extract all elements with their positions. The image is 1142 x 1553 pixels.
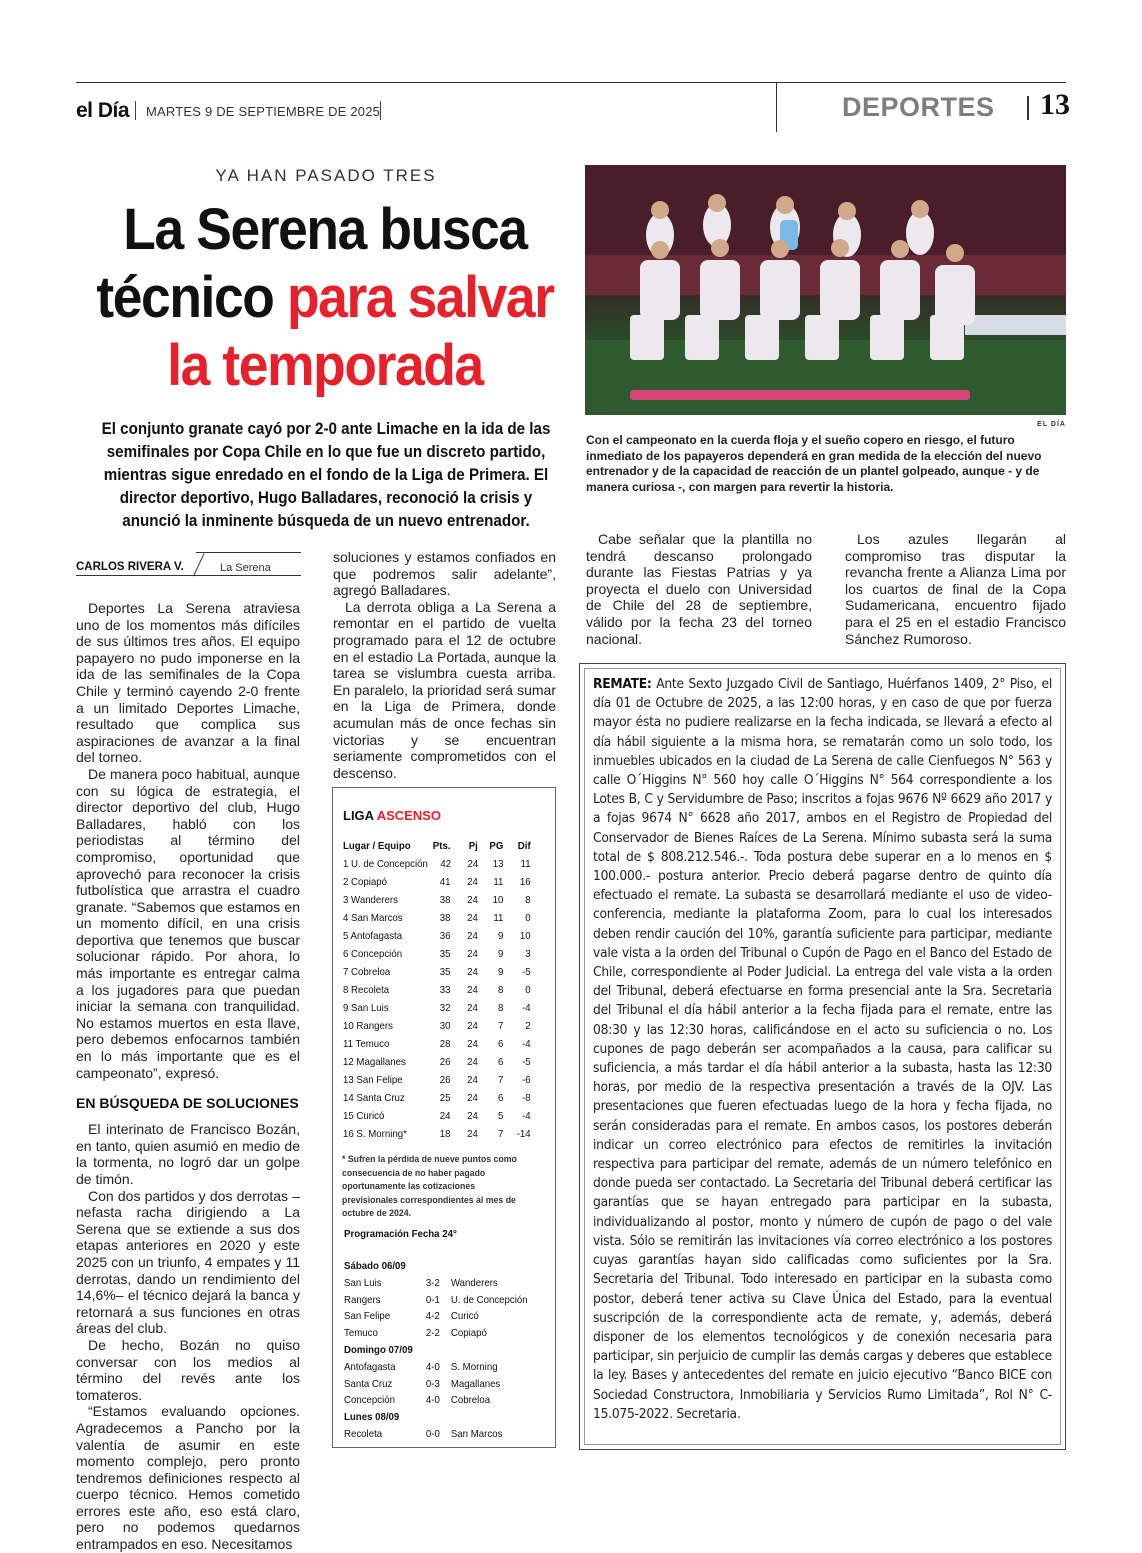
issue-date: MARTES 9 DE SEPTIEMBRE DE 2025 — [146, 104, 381, 119]
article-deck: El conjunto granate cayó por 2-0 ante Limache en la ida de las semifinales por Copa Chile en lo que fue un discreto partido, mientras sigue enredado en el fondo de la Liga de Primera. El director deportivo, Hugo Balladares, reconoció la crisis y anunció la inminente búsqueda de un nuevo entrenador. — [101, 420, 551, 530]
team-name: 15 Curicó — [343, 1110, 385, 1122]
points: 25 — [439, 1092, 451, 1104]
standings-header-row — [343, 837, 531, 855]
standings-row — [343, 945, 531, 963]
fixture-row — [344, 1275, 533, 1292]
fixture-row — [344, 1359, 533, 1376]
article-paragraph: Deportes La Serena atraviesa uno de los momentos más difíciles de sus últimos tres años. El equipo papayero no pudo imponerse en la ida de las semifinales de la Copa Chile y terminó cayendo 2-0 frente a un limitado Deportes Limache, resultado que complica sus aspiraciones de avanzar a la final del torneo. — [76, 600, 300, 766]
goal-difference: 0 — [525, 912, 531, 924]
page-number: 13 — [1040, 88, 1070, 121]
goal-difference: -4 — [522, 1002, 531, 1014]
team-name: 1 U. de Concepción — [343, 858, 428, 870]
header-divider — [776, 82, 777, 132]
played: 24 — [467, 894, 478, 906]
points: 38 — [439, 912, 451, 924]
won: 8 — [497, 984, 504, 996]
fixture-day: Sábado 06/09 — [344, 1260, 406, 1272]
byline-rule — [196, 552, 301, 553]
legal-notice-label: REMATE: — [593, 676, 652, 692]
points: 35 — [439, 966, 451, 978]
team-name: 8 Recoleta — [343, 984, 390, 996]
legal-notice-body: Ante Sexto Juzgado Civil de Santiago, Huérfanos 1409, 2° Piso, el día 01 de Octubre de 2025, a las 12:00 horas, y en caso de que por fuerza mayor ésta no pudiere realizarse en la fecha indicada, se llevará a efecto al día hábil siguiente a la misma hora, se rematarán como un solo todo, los inmuebles ubicados en la ciudad de La Serena de calle Cienfuegos N° 563 y calle O´Higgins N° 560 hoy calle O´Higgins N° 564 correspondiente a los Lotes B, C y Servidumbre de Paso; inscritos a fojas 9676 Nº 6629 año 2017 y a fojas 9674 N° 6628 año 2017, ambos en el Registro de Propiedad del Conservador de Bienes Raíces de La Serena. Mínimo subasta será la suma total de $ 808.212.546.-. Toda postura debe superar en a lo menos en $ 100.000.- postura anterior. Precio deberá pagarse dentro de quinto día efectuado el remate. La subasta se desarrollará mediante el uso de video-conferencia, mediante la plataforma Zoom, para lo cual los interesados deben rendir caución del 10%, garantía suficiente para participar, mediante vale vista a la orden del Tribunal o Cupón de Pago en el Banco del Estado de Chile, correspondiente al Poder Judicial. La entrega del vale vista a la orden del Tribunal, deberá efectuarse en forma presencial ante la Sra. Secretaria del Tribunal el día hábil anterior a la fecha fijada para el remate, entre las 08:30 y las 12:30 horas, calificándose en el acto su suficiencia o no. Los cupones de pago deberán ser acompañados a la causa, para calificar su suficiencia, a más tardar el día hábil anterior a la subasta, hasta las 12:30 horas, por medio de la respectiva presentación a través de la OJV. Las presentaciones que fueren efectuadas luego de la hora y fecha fijada, no serán consideradas para el remate. En ambos casos, los postores deberán indicar un correo electrónico para efectos de remitirles la invitación respectiva para participar del remate, además de un número telefónico en donde pueda ser contactado. La Secretaria del Tribunal deberá certificar las garantías que se hayan entregado para participar en la subasta, individualizando al postor, monto y número de cupón de pago o del vale vista. Sólo se remitirán las invitaciones vía correo electrónico a los postores cuyas garantías hayan sido calificadas como suficientes por la Sra. Secretaria del Tribunal. Todo interesado en participar en la subasta como postor, deberá tener activa su Clave Única del Estado, para la eventual suscripción de la correspondiente acta de remate, y, además, deberá disponer de los elementos tecnológicos y de conexión necesaria para participar, sin perjuicio de cumplir las demás cargas y deberes que establece la ley. Bases y antecedentes del remate en juicio ejecutivo “Banco BICE con Sociedad Constructora, Inmobiliaria y Servicios Rumo Limitada”, Rol N° C-15.075-2022. Secretaria. — [593, 676, 1052, 1422]
standings-title — [343, 808, 441, 823]
team-name: 6 Concepción — [343, 948, 403, 960]
won: 13 — [492, 858, 504, 870]
article-paragraph: El interinato de Francisco Bozán, en tanto, quien asumió en medio de la tormenta, no logró dar un golpe de timón. — [76, 1121, 300, 1187]
goal-difference: 10 — [519, 930, 531, 942]
team-name: 7 Cobreloa — [343, 966, 391, 978]
points: 24 — [439, 1110, 451, 1122]
played: 24 — [467, 948, 478, 960]
won: 6 — [497, 1056, 504, 1068]
team-name: 14 Santa Cruz — [343, 1092, 405, 1104]
won: 8 — [497, 1002, 504, 1014]
fixtures-list — [344, 1258, 533, 1443]
won: 10 — [492, 894, 504, 906]
goal-difference: 8 — [525, 894, 531, 906]
goal-difference: -5 — [522, 1056, 531, 1068]
home-team: San Felipe — [344, 1310, 391, 1323]
won: 9 — [497, 966, 504, 978]
standings-row — [343, 981, 531, 999]
byline-author: CARLOS RIVERA V. — [76, 561, 184, 573]
points: 28 — [439, 1038, 451, 1050]
played: 24 — [467, 1002, 478, 1014]
fixture-row — [344, 1325, 533, 1342]
won: 9 — [497, 930, 504, 942]
played: 24 — [467, 876, 478, 888]
standings-row — [343, 1107, 531, 1125]
standings-row — [343, 927, 531, 945]
team-name: 16 S. Morning* — [343, 1128, 407, 1140]
standings-row — [343, 1089, 531, 1107]
played: 24 — [467, 858, 479, 870]
played: 24 — [467, 1074, 478, 1086]
away-team: Wanderers — [450, 1276, 498, 1289]
score: 0-1 — [425, 1293, 440, 1306]
goal-difference: -14 — [516, 1128, 531, 1140]
team-name: 12 Magallanes — [343, 1056, 406, 1068]
byline-location: La Serena — [220, 562, 271, 574]
score: 0-3 — [425, 1377, 440, 1390]
standings-row — [343, 891, 531, 909]
standings-title-league: LIGA — [343, 808, 374, 823]
points: 26 — [439, 1074, 451, 1086]
score: 3-2 — [425, 1276, 440, 1289]
home-team: Recoleta — [344, 1427, 383, 1440]
standings-row — [343, 873, 531, 891]
won: 7 — [497, 1020, 504, 1032]
fixture-row — [344, 1392, 533, 1409]
home-team: San Luis — [344, 1276, 382, 1289]
byline-rule — [193, 553, 204, 576]
team-photo-illustration — [585, 165, 1066, 415]
score: 2-2 — [425, 1327, 440, 1340]
away-team: San Marcos — [450, 1427, 503, 1440]
points: 35 — [439, 948, 451, 960]
goal-difference: 11 — [520, 858, 531, 870]
goal-difference: 0 — [525, 984, 531, 996]
photo-credit: EL DÍA — [1037, 421, 1066, 428]
played: 24 — [467, 1038, 478, 1050]
article-kicker: YA HAN PASADO TRES — [215, 166, 437, 185]
played: 24 — [467, 1020, 478, 1032]
home-team: Rangers — [344, 1293, 381, 1306]
column-header: PG — [489, 840, 504, 852]
article-subhead: EN BÚSQUEDA DE SOLUCIONES — [76, 1095, 299, 1112]
fixture-day: Lunes 08/09 — [344, 1411, 400, 1424]
away-team: S. Morning — [450, 1360, 498, 1373]
article-column-1 — [76, 600, 300, 1553]
won: 7 — [497, 1074, 504, 1086]
legal-notice-text — [593, 675, 1052, 1424]
away-team: Cobreloa — [450, 1394, 491, 1407]
article-paragraph: “Estamos evaluando opciones. Agradecemos a Pancho por la valentía de asumir en este momento complejo, pero pronto tendremos definiciones respecto al cuerpo técnico. Hemos cometido errores este año, eso está claro, pero no podemos quedarnos entrampados en eso. Necesitamos — [76, 1403, 300, 1553]
points: 30 — [439, 1020, 451, 1032]
points: 36 — [439, 930, 451, 942]
column-header: Pts. — [432, 840, 451, 852]
fixtures-title: Programación Fecha 24° — [344, 1228, 457, 1240]
goal-difference: 3 — [525, 948, 531, 960]
article-paragraph: La derrota obliga a La Serena a remontar en el partido de vuelta programado para el 12 de octubre en el estadio La Portada, aunque la tarea se vislumbra cuesta arriba. En paralelo, la prioridad será sumar en la Liga de Primera, donde acumulan más de once fechas sin victorias y se encuentran seriamente comprometidos con el descenso. — [333, 598, 556, 781]
away-team: Copiapó — [450, 1327, 487, 1340]
away-team: Curicó — [450, 1310, 479, 1323]
played: 24 — [467, 984, 478, 996]
won: 7 — [497, 1128, 504, 1140]
goal-difference: 16 — [519, 876, 531, 888]
article-headline — [81, 196, 569, 400]
won: 5 — [497, 1110, 504, 1122]
byline-rule — [76, 575, 301, 576]
won: 6 — [497, 1092, 504, 1104]
standings-table — [343, 837, 531, 1143]
played: 24 — [467, 930, 478, 942]
standings-row — [343, 963, 531, 981]
home-team: Antofagasta — [344, 1360, 396, 1373]
points: 18 — [439, 1128, 451, 1140]
score: 4-0 — [425, 1394, 440, 1407]
points: 32 — [439, 1002, 451, 1014]
played: 24 — [467, 1056, 478, 1068]
standings-row — [343, 909, 531, 927]
column-header: Lugar / Equipo — [343, 840, 411, 852]
header-separator — [380, 101, 381, 120]
away-team: U. de Concepción — [450, 1293, 528, 1306]
goal-difference: -4 — [522, 1038, 531, 1050]
standings-title-division: ASCENSO — [376, 808, 442, 823]
won: 9 — [497, 948, 504, 960]
section-title: DEPORTES — [842, 92, 995, 122]
photo-caption: Con el campeonato en la cuerda floja y el sueño copero en riesgo, el futuro inmediato de los papayeros dependerá en gran medida de la elección del nuevo entrenador y de la capacidad de reacción de un plantel golpeado, aunque - y de manera curiosa -, con margen para revertir la historia. — [586, 433, 1042, 494]
played: 24 — [467, 912, 478, 924]
played: 24 — [467, 1110, 478, 1122]
home-team: Temuco — [344, 1327, 378, 1340]
goal-difference: -5 — [522, 966, 531, 978]
score: 0-0 — [425, 1427, 440, 1440]
played: 24 — [467, 1128, 478, 1140]
article-paragraph: De hecho, Bozán no quiso conversar con los medios al término del revés ante los tomateros. — [76, 1336, 300, 1403]
team-name: 9 San Luis — [343, 1002, 389, 1014]
team-name: 11 Temuco — [343, 1038, 390, 1050]
won: 11 — [493, 912, 504, 924]
fixture-row — [344, 1292, 533, 1309]
fixture-day: Domingo 07/09 — [344, 1343, 413, 1356]
article-column-2 — [333, 549, 556, 781]
goal-difference: 2 — [525, 1020, 531, 1032]
home-team: Santa Cruz — [344, 1377, 393, 1390]
points: 38 — [439, 894, 451, 906]
column-header: Pj — [468, 840, 478, 852]
points: 41 — [439, 876, 451, 888]
headline-red: para salvar la temporada — [167, 265, 554, 398]
standings-row — [343, 1017, 531, 1035]
article-paragraph: Los azules llegarán al compromiso tras disputar la revancha frente a Alianza Lima por los cuartos de final de la Copa Sudamericana, encuentro fijado para el 25 en el estadio Francisco Sánchez Rumoroso. — [845, 531, 1066, 647]
fixture-row — [344, 1426, 533, 1443]
article-paragraph: soluciones y estamos confiados en que podremos salir adelante”, agregó Balladares. — [333, 549, 556, 599]
points: 42 — [440, 858, 452, 870]
team-name: 2 Copiapó — [343, 876, 388, 888]
points: 33 — [439, 984, 451, 996]
standings-row — [343, 1125, 531, 1143]
fixture-row — [344, 1308, 533, 1325]
newspaper-logo: el Día — [76, 99, 130, 122]
standings-row — [343, 1053, 531, 1071]
played: 24 — [467, 966, 478, 978]
standings-row — [343, 1071, 531, 1089]
home-team: Concepción — [344, 1394, 396, 1407]
score: 4-2 — [425, 1310, 440, 1323]
goal-difference: -6 — [522, 1074, 531, 1086]
team-photo — [585, 165, 1066, 415]
article-column-4 — [845, 531, 1066, 647]
standings-footnote: * Sufren la pérdida de nueve puntos como consecuencia de no haber pagado oportunamente las cotizaciones previsionales correspondientes al mes de octubre de 2024. — [342, 1154, 517, 1219]
team-name: 10 Rangers — [343, 1020, 393, 1032]
score: 4-0 — [425, 1360, 440, 1373]
points: 26 — [439, 1056, 451, 1068]
header-rule — [76, 82, 1066, 83]
article-column-3 — [586, 531, 812, 647]
standings-row — [343, 999, 531, 1017]
article-paragraph: Cabe señalar que la plantilla no tendrá descanso prolongado durante las Fiestas Patrias y ya proyecta el duelo con Universidad de Chile del 28 de septiembre, válido por la fecha 23 del torneo nacional. — [586, 531, 812, 647]
column-header: Dif — [517, 840, 531, 852]
article-paragraph: Con dos partidos y dos derrotas –nefasta racha dirigiendo a La Serena que se extiende a sus dos etapas anteriores en 2020 y este 2025 con un triunfo, 4 empates y 11 derrotas, dando un rendimiento del 14,6%– el técnico dejará la banca y retornará a sus funciones en otras áreas del club. — [76, 1187, 300, 1337]
team-name: 3 Wanderers — [343, 894, 398, 906]
standings-row — [343, 1035, 531, 1053]
header-separator — [135, 101, 136, 120]
away-team: Magallanes — [450, 1377, 501, 1390]
team-name: 4 San Marcos — [343, 912, 403, 924]
team-name: 5 Antofagasta — [343, 930, 403, 942]
standings-row — [343, 855, 531, 873]
fixture-row — [344, 1376, 533, 1393]
won: 11 — [493, 876, 504, 888]
goal-difference: -8 — [522, 1092, 531, 1104]
played: 24 — [467, 1092, 478, 1104]
headline-black: La Serena busca técnico — [96, 197, 527, 330]
team-name: 13 San Felipe — [343, 1074, 403, 1086]
article-paragraph: De manera poco habitual, aunque con su lógica de estrategia, el director deportivo del club, Hugo Balladares, habló con los periodistas al término del compromiso, oportunidad que aprovechó para reconocer la crisis futbolística que arrastra el cuadro granate. “Sabemos que estamos en un momento difícil, en una crisis deportiva que tenemos que buscar solucionar rápido. Por ahora, lo más importante es entregar calma a los jugadores para que puedan iniciar la semana con tranquilidad. No estamos muertos en esta llave, pero debemos enfocarnos también en lo más importante que es el campeonato”, expresó. — [76, 765, 300, 1081]
goal-difference: -4 — [522, 1110, 531, 1122]
header-separator — [1027, 96, 1029, 120]
won: 6 — [497, 1038, 504, 1050]
